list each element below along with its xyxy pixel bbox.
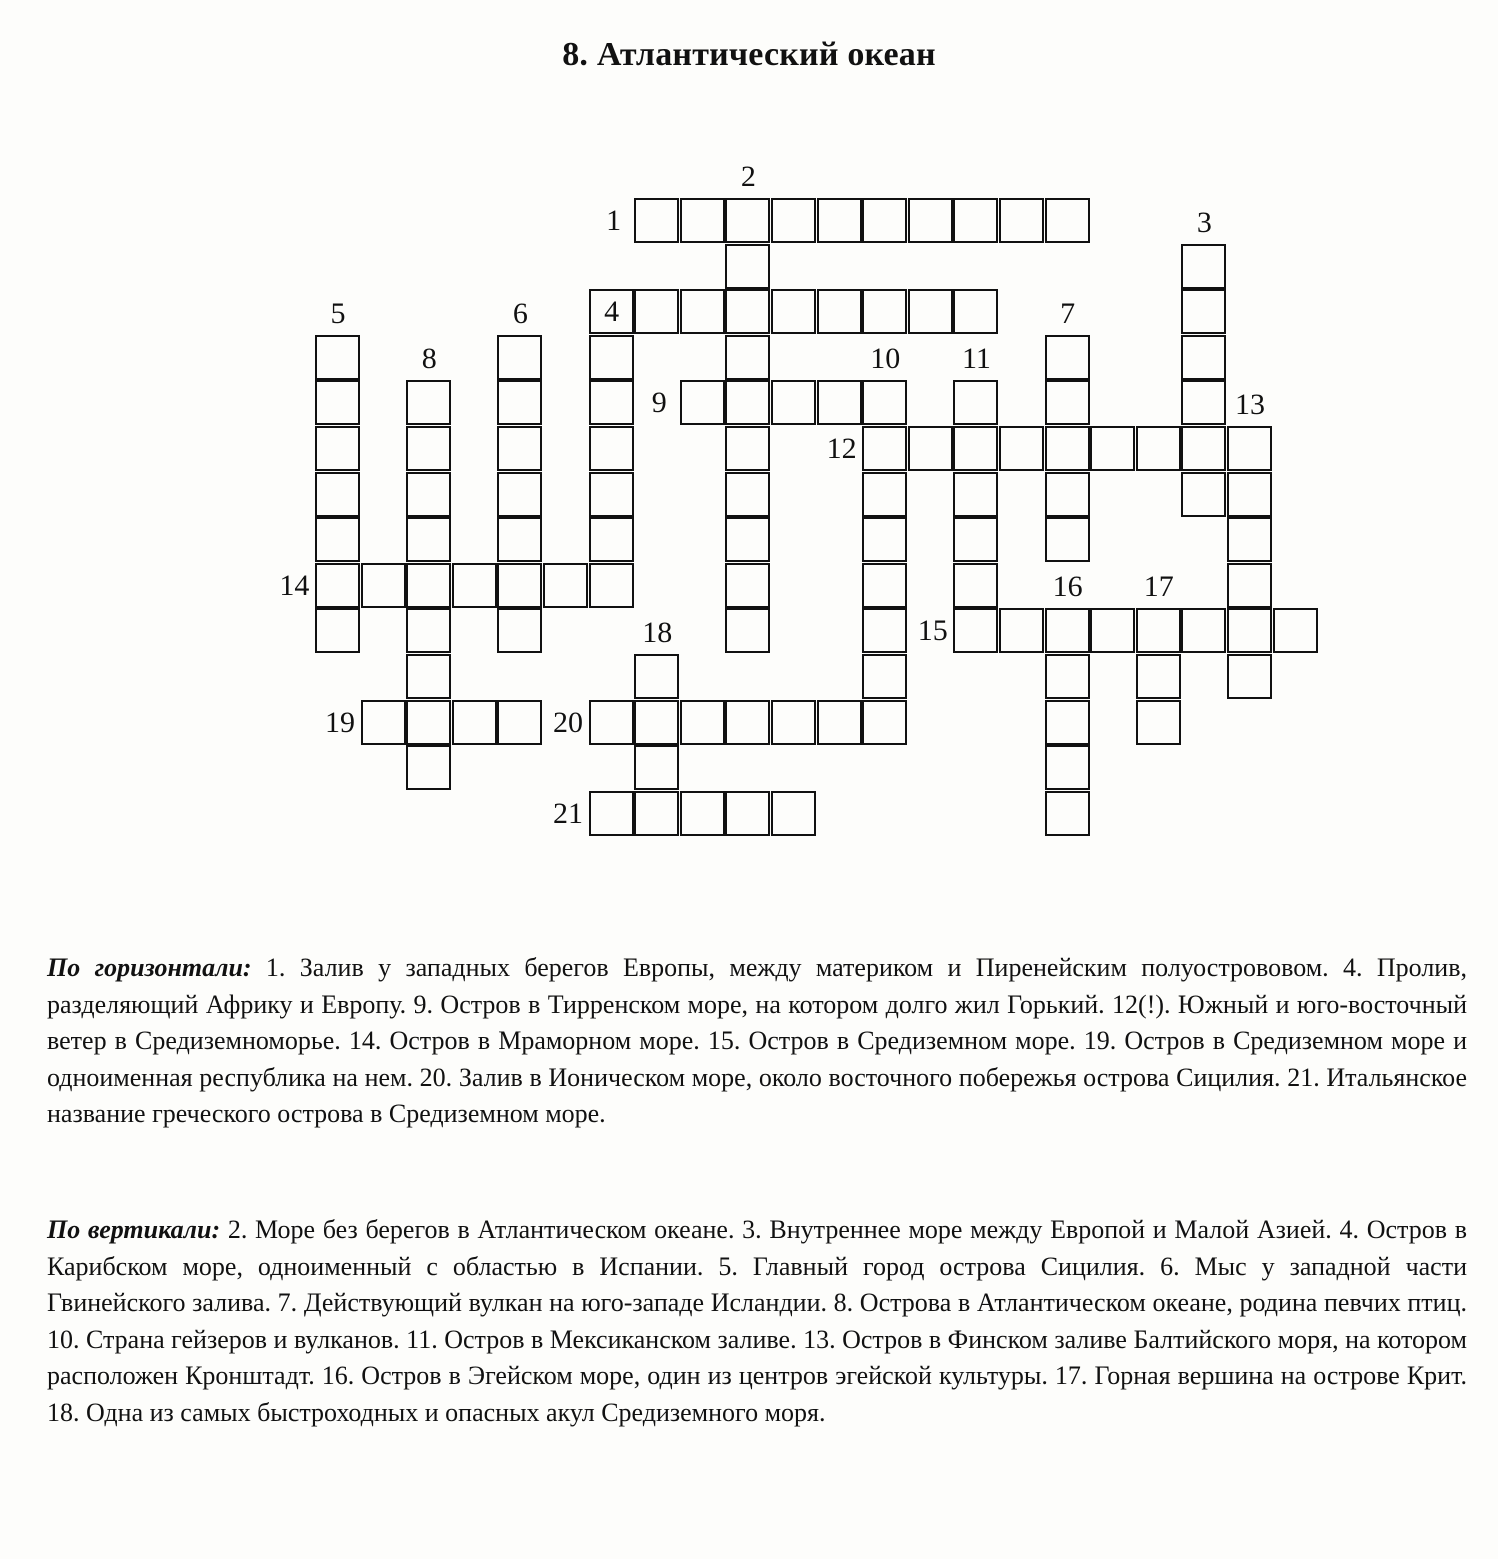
grid-cell[interactable] bbox=[1227, 563, 1272, 608]
across-heading: По горизонтали: bbox=[47, 953, 252, 982]
grid-cell[interactable] bbox=[406, 745, 451, 790]
grid-cell[interactable] bbox=[1090, 608, 1135, 653]
grid-cell[interactable] bbox=[725, 198, 770, 243]
grid-cell[interactable] bbox=[315, 517, 360, 562]
grid-cell[interactable] bbox=[497, 472, 542, 517]
across-clue-text: 1. Залив у западных берегов Европы, между материком и Пиренейским полуострововом. 4. Пролив, разделяющий Африку и Европу. 9. Остров в Тирренском море, на котором долго жил Горький. 12(!). Южный и юго-восточный ветер в Средиземноморье. 14. Остров в Мраморном море. 15. Остров в Средиземном море. 19. Остров в Средиземном море и одноименная республика на нем. 20. Залив в Ионическом море, около восточного побережья острова Сицилия. 21. Итальянское название греческого острова в Средиземном море. bbox=[47, 953, 1467, 1128]
grid-cell[interactable] bbox=[589, 700, 634, 745]
grid-cell[interactable] bbox=[406, 654, 451, 699]
grid-cell[interactable] bbox=[908, 289, 953, 334]
grid-cell[interactable] bbox=[1045, 335, 1090, 380]
grid-cell[interactable] bbox=[315, 608, 360, 653]
clue-number-4: 4 bbox=[604, 295, 620, 329]
grid-cell[interactable] bbox=[953, 289, 998, 334]
grid-cell[interactable] bbox=[589, 426, 634, 471]
grid-cell[interactable] bbox=[771, 380, 816, 425]
grid-cell[interactable] bbox=[1227, 608, 1272, 653]
clue-number-12: 12 bbox=[826, 432, 857, 465]
grid-cell[interactable] bbox=[315, 380, 360, 425]
grid-cell[interactable] bbox=[1045, 608, 1090, 653]
grid-cell[interactable] bbox=[953, 563, 998, 608]
grid-cell[interactable] bbox=[953, 380, 998, 425]
grid-cell[interactable] bbox=[1181, 472, 1226, 517]
grid-cell[interactable] bbox=[634, 791, 679, 836]
down-clues bbox=[47, 1212, 1467, 1431]
grid-cell[interactable] bbox=[406, 380, 451, 425]
clue-number-2: 2 bbox=[740, 160, 756, 193]
grid-cell[interactable] bbox=[1045, 426, 1090, 471]
grid-cell[interactable] bbox=[589, 335, 634, 380]
grid-cell[interactable] bbox=[1045, 654, 1090, 699]
clue-number-5: 5 bbox=[330, 296, 346, 330]
clue-number-3: 3 bbox=[1196, 205, 1212, 239]
clue-number-8: 8 bbox=[421, 342, 437, 376]
grid-cell[interactable] bbox=[725, 289, 770, 334]
grid-cell[interactable] bbox=[634, 654, 679, 699]
clue-number-7: 7 bbox=[1060, 296, 1076, 330]
clue-number-9: 9 bbox=[651, 386, 667, 420]
clue-number-17: 17 bbox=[1143, 570, 1174, 604]
grid-cell[interactable] bbox=[1227, 426, 1272, 471]
grid-cell[interactable] bbox=[862, 654, 907, 699]
grid-cell[interactable] bbox=[406, 472, 451, 517]
grid-cell[interactable] bbox=[725, 426, 770, 471]
grid-cell[interactable] bbox=[1090, 426, 1135, 471]
grid-cell[interactable] bbox=[725, 472, 770, 517]
grid-cell[interactable] bbox=[1181, 608, 1226, 653]
grid-cell[interactable] bbox=[999, 608, 1044, 653]
grid-cell[interactable] bbox=[725, 517, 770, 562]
grid-cell[interactable] bbox=[497, 700, 542, 745]
grid-cell[interactable] bbox=[1136, 654, 1181, 699]
clue-number-13: 13 bbox=[1235, 388, 1265, 421]
grid-cell[interactable] bbox=[953, 608, 998, 653]
grid-cell[interactable] bbox=[1227, 654, 1272, 699]
grid-cell[interactable] bbox=[1045, 700, 1090, 745]
grid-cell[interactable] bbox=[725, 380, 770, 425]
grid-cell[interactable] bbox=[634, 198, 679, 243]
grid-cell[interactable] bbox=[862, 426, 907, 471]
grid-cell[interactable] bbox=[452, 563, 497, 608]
grid-cell[interactable] bbox=[862, 289, 907, 334]
grid-cell[interactable] bbox=[361, 700, 406, 745]
clue-number-6: 6 bbox=[512, 296, 528, 330]
grid-cell[interactable] bbox=[1181, 244, 1226, 289]
grid-cell[interactable] bbox=[817, 198, 862, 243]
grid-cell[interactable] bbox=[497, 517, 542, 562]
grid-cell[interactable] bbox=[999, 198, 1044, 243]
grid-cell[interactable] bbox=[497, 335, 542, 380]
grid-cell[interactable] bbox=[452, 700, 497, 745]
grid-cell[interactable] bbox=[406, 700, 451, 745]
clue-number-11: 11 bbox=[961, 342, 991, 376]
grid-cell[interactable] bbox=[725, 244, 770, 289]
grid-cell[interactable] bbox=[725, 700, 770, 745]
grid-cell[interactable] bbox=[1045, 472, 1090, 517]
grid-cell[interactable] bbox=[1045, 380, 1090, 425]
grid-cell[interactable] bbox=[771, 289, 816, 334]
grid-cell[interactable] bbox=[589, 791, 634, 836]
grid-cell[interactable] bbox=[862, 563, 907, 608]
grid-cell[interactable] bbox=[862, 198, 907, 243]
grid-cell[interactable] bbox=[315, 563, 360, 608]
clue-number-20: 20 bbox=[553, 705, 583, 739]
down-heading: По вертикали: bbox=[47, 1215, 221, 1244]
grid-cell[interactable] bbox=[680, 791, 725, 836]
clue-number-1: 1 bbox=[606, 204, 622, 237]
grid-cell[interactable] bbox=[315, 335, 360, 380]
grid-cell[interactable] bbox=[1045, 791, 1090, 836]
grid-cell[interactable] bbox=[953, 472, 998, 517]
grid-cell[interactable] bbox=[862, 380, 907, 425]
grid-cell[interactable] bbox=[1136, 700, 1181, 745]
grid-cell[interactable] bbox=[817, 289, 862, 334]
grid-cell[interactable] bbox=[725, 608, 770, 653]
grid-cell[interactable] bbox=[771, 791, 816, 836]
grid-cell[interactable] bbox=[725, 335, 770, 380]
grid-cell[interactable] bbox=[634, 289, 679, 334]
grid-cell[interactable] bbox=[634, 700, 679, 745]
grid-cell[interactable] bbox=[1181, 380, 1226, 425]
grid-cell[interactable] bbox=[908, 198, 953, 243]
grid-cell[interactable] bbox=[862, 517, 907, 562]
grid-cell[interactable] bbox=[1227, 517, 1272, 562]
grid-cell[interactable] bbox=[862, 472, 907, 517]
grid-cell[interactable] bbox=[634, 745, 679, 790]
grid-cell[interactable] bbox=[725, 791, 770, 836]
clue-number-15: 15 bbox=[917, 614, 948, 648]
grid-cell[interactable] bbox=[680, 380, 725, 425]
grid-cell[interactable] bbox=[315, 426, 360, 471]
grid-cell[interactable] bbox=[1136, 608, 1181, 653]
grid-cell[interactable] bbox=[953, 426, 998, 471]
grid-cell[interactable] bbox=[725, 563, 770, 608]
grid-cell[interactable] bbox=[953, 198, 998, 243]
grid-cell[interactable] bbox=[771, 700, 816, 745]
grid-cell[interactable] bbox=[589, 472, 634, 517]
down-clue-text: 2. Море без берегов в Атлантическом океане. 3. Внутреннее море между Европой и Малой Азией. 4. Остров в Карибском море, одноименный с областью в Испании. 5. Главный город острова Сицилия. 6. Мыс у западной части Гвинейского залива. 7. Действующий вулкан на юго-западе Исландии. 8. Острова в Атлантическом океане, родина певчих птиц. 10. Страна гейзеров и вулканов. 11. Остров в Мексиканском заливе. 13. Остров в Финском заливе Балтийского моря, на котором расположен Кронштадт. 16. Остров в Эгейском море, один из центров эгейской культуры. 17. Горная вершина на острове Крит. 18. Одна из самых быстроходных и опасных акул Средиземного моря. bbox=[47, 1215, 1467, 1427]
grid-cell[interactable] bbox=[1181, 289, 1226, 334]
grid-cell[interactable] bbox=[497, 426, 542, 471]
page-title: 8. Атлантический океан bbox=[562, 36, 936, 73]
grid-cell[interactable] bbox=[817, 700, 862, 745]
grid-cell[interactable] bbox=[543, 563, 588, 608]
clue-number-19: 19 bbox=[325, 705, 355, 739]
grid-cell[interactable] bbox=[680, 700, 725, 745]
grid-cell[interactable] bbox=[497, 563, 542, 608]
grid-cell[interactable] bbox=[1045, 517, 1090, 562]
grid-cell[interactable] bbox=[406, 608, 451, 653]
grid-cell[interactable] bbox=[406, 517, 451, 562]
grid-cell[interactable] bbox=[1273, 608, 1318, 653]
grid-cell[interactable] bbox=[361, 563, 406, 608]
grid-cell[interactable] bbox=[953, 517, 998, 562]
clue-number-10: 10 bbox=[870, 342, 901, 376]
clue-number-21: 21 bbox=[553, 796, 583, 830]
grid-cell[interactable] bbox=[497, 380, 542, 425]
clue-number-18: 18 bbox=[642, 616, 673, 649]
grid-cell[interactable] bbox=[406, 426, 451, 471]
grid-cell[interactable] bbox=[1227, 472, 1272, 517]
grid-cell[interactable] bbox=[1181, 426, 1226, 471]
clue-number-16: 16 bbox=[1052, 570, 1083, 604]
grid-cell[interactable] bbox=[497, 608, 542, 653]
grid-cell[interactable] bbox=[862, 700, 907, 745]
grid-cell[interactable] bbox=[589, 563, 634, 608]
grid-cell[interactable] bbox=[680, 198, 725, 243]
grid-cell[interactable] bbox=[771, 198, 816, 243]
grid-cell[interactable] bbox=[406, 563, 451, 608]
grid-cell[interactable] bbox=[680, 289, 725, 334]
grid-cell[interactable] bbox=[315, 472, 360, 517]
grid-cell[interactable] bbox=[908, 426, 953, 471]
clue-number-14: 14 bbox=[279, 568, 310, 602]
grid-cell[interactable] bbox=[1045, 745, 1090, 790]
across-clues bbox=[47, 950, 1467, 1133]
grid-cell[interactable] bbox=[1136, 426, 1181, 471]
grid-cell[interactable] bbox=[817, 380, 862, 425]
grid-cell[interactable] bbox=[1045, 198, 1090, 243]
grid-cell[interactable] bbox=[862, 608, 907, 653]
grid-cell[interactable] bbox=[589, 380, 634, 425]
grid-cell[interactable] bbox=[1181, 335, 1226, 380]
grid-cell[interactable] bbox=[999, 426, 1044, 471]
grid-cell[interactable] bbox=[589, 517, 634, 562]
